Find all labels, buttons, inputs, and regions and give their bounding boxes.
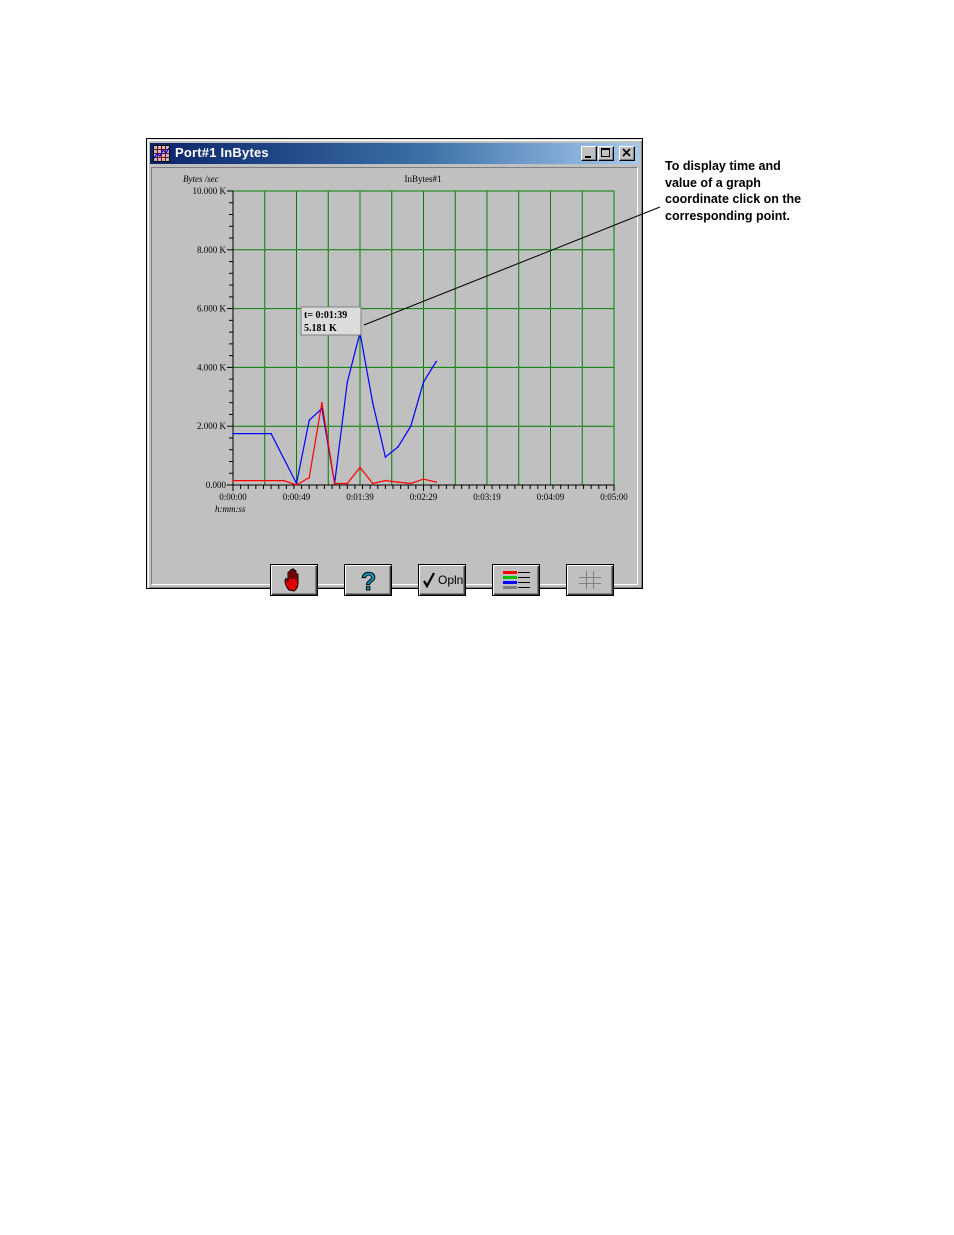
- y-tick-label: 0.000: [205, 480, 226, 490]
- data-point: [283, 480, 285, 482]
- series-line-blue: [233, 333, 436, 484]
- maximize-button[interactable]: [598, 146, 614, 161]
- data-point: [372, 483, 374, 485]
- data-point: [347, 483, 349, 485]
- line-chart[interactable]: [152, 168, 637, 584]
- data-point: [270, 433, 272, 435]
- help-button[interactable]: [344, 564, 392, 596]
- x-tick-label: 0:00:49: [282, 492, 311, 502]
- graph-app-icon: [153, 145, 170, 162]
- data-point: [435, 361, 437, 363]
- tooltip-value: 5.181 K: [304, 323, 337, 334]
- x-tick-label: 0:00:00: [219, 492, 247, 502]
- maximize-icon: [599, 147, 613, 160]
- minimize-icon: [582, 147, 596, 160]
- options-button-label: Opln: [438, 573, 464, 587]
- y-tick-label: 6.000 K: [197, 303, 226, 314]
- data-point: [347, 381, 349, 383]
- data-point: [435, 481, 437, 483]
- annotation-text: To display time and value of a graph coordinate click on the corresponding point.: [665, 159, 802, 223]
- data-point: [410, 483, 412, 485]
- data-point: [308, 420, 310, 422]
- data-point: [296, 484, 298, 486]
- window-title: Port#1 InBytes: [175, 145, 269, 160]
- chart-window: [146, 138, 643, 595]
- options-button[interactable]: [418, 564, 466, 596]
- series-line-red: [233, 403, 436, 485]
- data-point: [359, 467, 361, 469]
- y-tick-label: 2.000 K: [197, 421, 226, 432]
- stop-button[interactable]: [270, 564, 318, 596]
- x-tick-label: 0:05:00: [600, 492, 628, 502]
- data-point: [410, 425, 412, 427]
- x-axis-label: h:mm:ss: [215, 504, 246, 514]
- legend-button[interactable]: [492, 564, 540, 596]
- tooltip-time: t= 0:01:39: [304, 310, 348, 321]
- y-tick-label: 4.000 K: [197, 362, 226, 373]
- data-point: [321, 402, 323, 404]
- x-tick-label: 0:03:19: [473, 492, 501, 502]
- title-bar[interactable]: [150, 143, 639, 164]
- x-tick-label: 0:01:39: [346, 492, 374, 502]
- x-tick-label: 0:02:29: [409, 492, 438, 502]
- data-point: [334, 483, 336, 485]
- y-axis-label: Bytes /sec: [183, 174, 219, 184]
- data-point: [372, 402, 374, 404]
- close-button[interactable]: [619, 146, 635, 161]
- data-point: [423, 478, 425, 480]
- svg-text:?: ?: [361, 568, 377, 595]
- minimize-button[interactable]: [581, 146, 597, 161]
- data-point: [423, 381, 425, 383]
- data-point: [385, 480, 387, 482]
- color-bars-icon: [493, 565, 539, 595]
- data-point: [397, 446, 399, 448]
- chart-title: InBytes#1: [404, 174, 442, 184]
- data-point: [232, 433, 234, 435]
- question-mark-icon: [345, 565, 391, 595]
- x-tick-label: 0:04:09: [536, 492, 565, 502]
- data-point: [308, 477, 310, 479]
- grid-button[interactable]: [566, 564, 614, 596]
- data-point: [385, 456, 387, 458]
- data-point: [397, 481, 399, 483]
- data-point: [232, 480, 234, 482]
- grid-icon: [567, 565, 613, 595]
- red-hand-icon: [271, 565, 317, 595]
- close-icon: [620, 147, 634, 160]
- chart-area: [151, 167, 638, 595]
- y-tick-label: 8.000 K: [197, 244, 226, 255]
- y-tick-label: 10.000 K: [192, 186, 226, 196]
